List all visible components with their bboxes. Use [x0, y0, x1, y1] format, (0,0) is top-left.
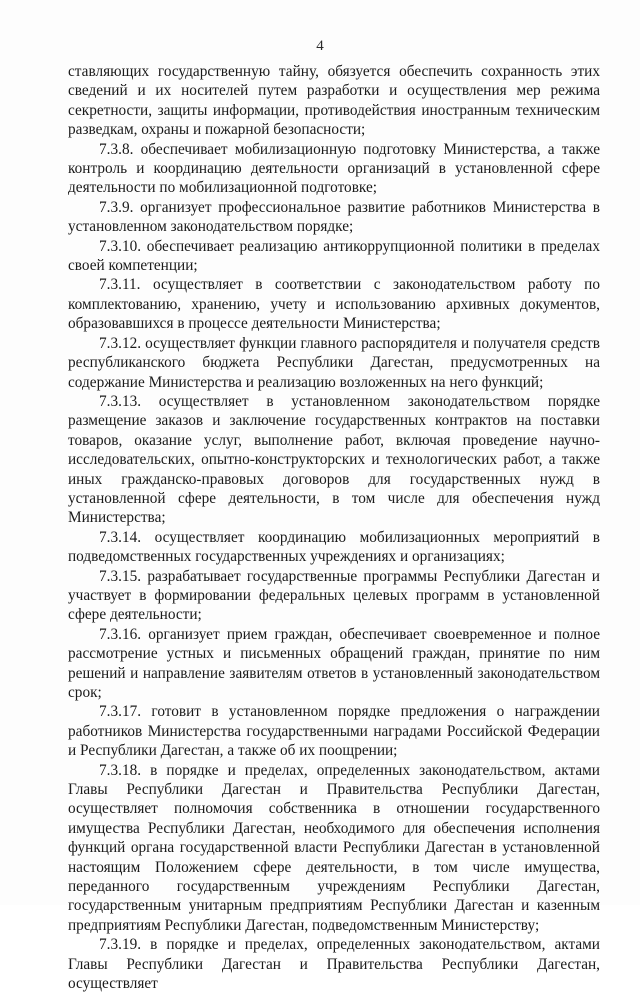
paragraph: 7.3.16. организует прием граждан, обеспечивает своевременное и полное рассмотрение устных и письменных обращений граждан, принятие по ним решений и направление заявителям ответов в установленный законодательством срок; — [68, 625, 600, 701]
page-number: 4 — [316, 38, 324, 54]
paragraph: 7.3.14. осуществляет координацию мобилизационных мероприятий в подведомственных государственных учреждениях и организациях; — [68, 528, 600, 566]
paragraph: 7.3.13. осуществляет в установленном законодательством порядке размещение заказов и заключение государственных контрактов на поставки товаров, оказание услуг, выполнение работ, включая проведение научно-исследовательских, опытно-конструкторских и технологических работ, а также иных гражданско-правовых договоров для государственных нужд в установленной сфере деятельности, в том числе для обеспечения нужд Министерства; — [68, 392, 600, 527]
paragraph: 7.3.10. обеспечивает реализацию антикоррупционной политики в пределах своей компетенции; — [68, 237, 600, 275]
paragraph: 7.3.8. обеспечивает мобилизационную подготовку Министерства, а также контроль и координацию деятельности организаций в установленной сфере деятельности по мобилизационной подготовке; — [68, 140, 600, 197]
paragraph: ставляющих государственную тайну, обязуется обеспечить сохранность этих сведений и их носителей путем разработки и осуществления мер режима секретности, защиты информации, противодействия иностранным техническим разведкам, охраны и пожарной безопасности; — [68, 63, 600, 139]
paragraph: 7.3.19. в порядке и пределах, определенных законодательством, актами Главы Республики Дагестан и Правительства Республики Дагестан, осуществляет — [68, 936, 600, 993]
document-body — [68, 62, 600, 994]
paragraph: 7.3.17. готовит в установленном порядке предложения о награждении работников Министерства государственными наградами Российской Федерации и Республики Дагестан, а также об их поощрении; — [68, 703, 600, 760]
paragraph: 7.3.9. организует профессиональное развитие работников Министерства в установленном законодательством порядке; — [68, 198, 600, 236]
paragraph: 7.3.12. осуществляет функции главного распорядителя и получателя средств республиканского бюджета Республики Дагестан, предусмотренных на содержание Министерства и реализацию возложенных на него функций; — [68, 334, 600, 391]
paragraph: 7.3.18. в порядке и пределах, определенных законодательством, актами Главы Республики Дагестан и Правительства Республики Дагестан, осуществляет полномочия собственника в отношении государственного имущества Республики Дагестан, необходимого для обеспечения исполнения функций органа государственной власти Республики Дагестан в установленной настоящим Положением сфере деятельности, в том числе имущества, переданного государственным учреждениям Республики Дагестан, государственным унитарным предприятиям Республики Дагестан и казенным предприятиям Республики Дагестан, подведомственным Министерству; — [68, 761, 600, 934]
paragraph: 7.3.11. осуществляет в соответствии с законодательством работу по комплектованию, хранению, учету и использованию архивных документов, образовавшихся в процессе деятельности Министерства; — [68, 276, 600, 333]
paragraph: 7.3.15. разрабатывает государственные программы Республики Дагестан и участвует в формировании федеральных целевых программ в установленной сфере деятельности; — [68, 567, 600, 624]
